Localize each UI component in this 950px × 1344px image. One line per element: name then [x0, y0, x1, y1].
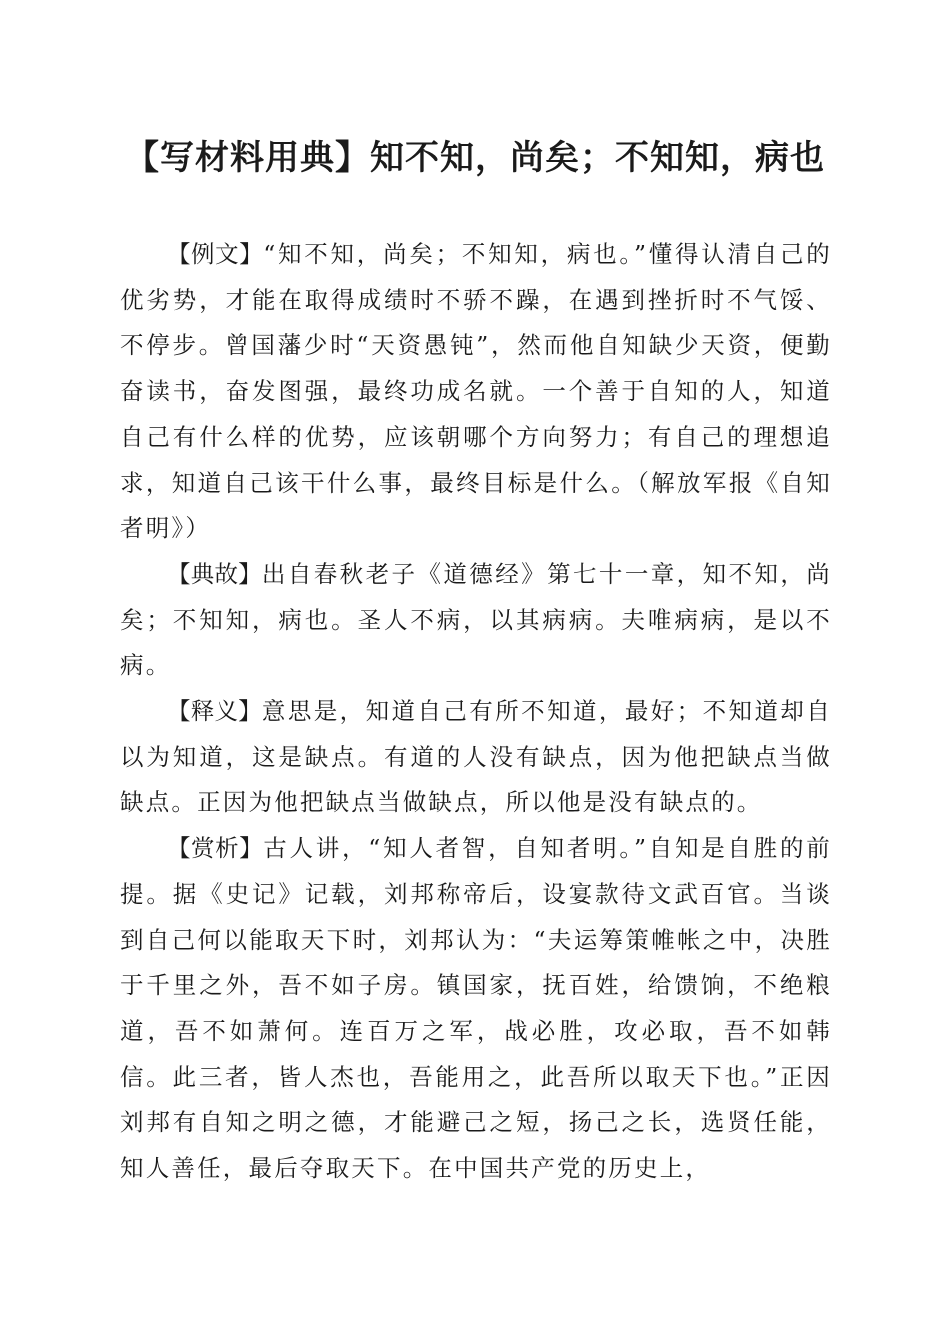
paragraph-meaning: [120, 689, 832, 826]
document-body: [120, 232, 832, 1192]
paragraph-example: [120, 232, 832, 552]
paragraph-tag: 【赏析】: [167, 834, 264, 863]
paragraph-tag: 【释义】: [167, 697, 262, 726]
paragraph-tag: 【典故】: [167, 559, 262, 588]
paragraph-allusion: [120, 552, 832, 689]
document-title: 【写材料用典】知不知，尚矣；不知知，病也: [125, 138, 825, 178]
paragraph-text: 古人讲，“知人者智，自知者明。”自知是自胜的前提。据《史记》记载，刘邦称帝后，设宴款待文武百官。当谈到自己何以能取天下时，刘邦认为：“夫运筹策帷帐之中，决胜于千里之外，吾不如子房。镇国家，抚百姓，给馈饷，不绝粮道，吾不如萧何。连百万之军，战必胜，攻必取，吾不如韩信。此三者，皆人杰也，吾能用之，此吾所以取天下也。”正因刘邦有自知之明之德，才能避己之短，扬己之长，选贤任能，知人善任，最后夺取天下。在中国共产党的历史上，: [120, 834, 832, 1183]
paragraph-text: 意思是，知道自己有所不知道，最好；不知道却自以为知道，这是缺点。有道的人没有缺点，因为他把缺点当做缺点。正因为他把缺点当做缺点，所以他是没有缺点的。: [120, 697, 833, 817]
paragraph-tag: 【例文】: [167, 240, 264, 268]
paragraph-text: “知不知，尚矣；不知知，病也。”懂得认清自己的优劣势，才能在取得成绩时不骄不躁，在遇到挫折时不气馁、不停步。曾国藩少时“天资愚钝”，然而他自知缺少天资，便勤奋读书，奋发图强，最终功成名就。一个善于自知的人，知道自己有什么样的优势，应该朝哪个方向努力；有自己的理想追求，知道自己该干什么事，最终目标是什么。（解放军报《自知者明》）: [120, 240, 832, 543]
paragraph-analysis: [120, 826, 832, 1192]
paragraph-text: 出自春秋老子《道德经》第七十一章，知不知，尚矣；不知知，病也。圣人不病，以其病病。夫唯病病，是以不病。: [120, 559, 833, 680]
